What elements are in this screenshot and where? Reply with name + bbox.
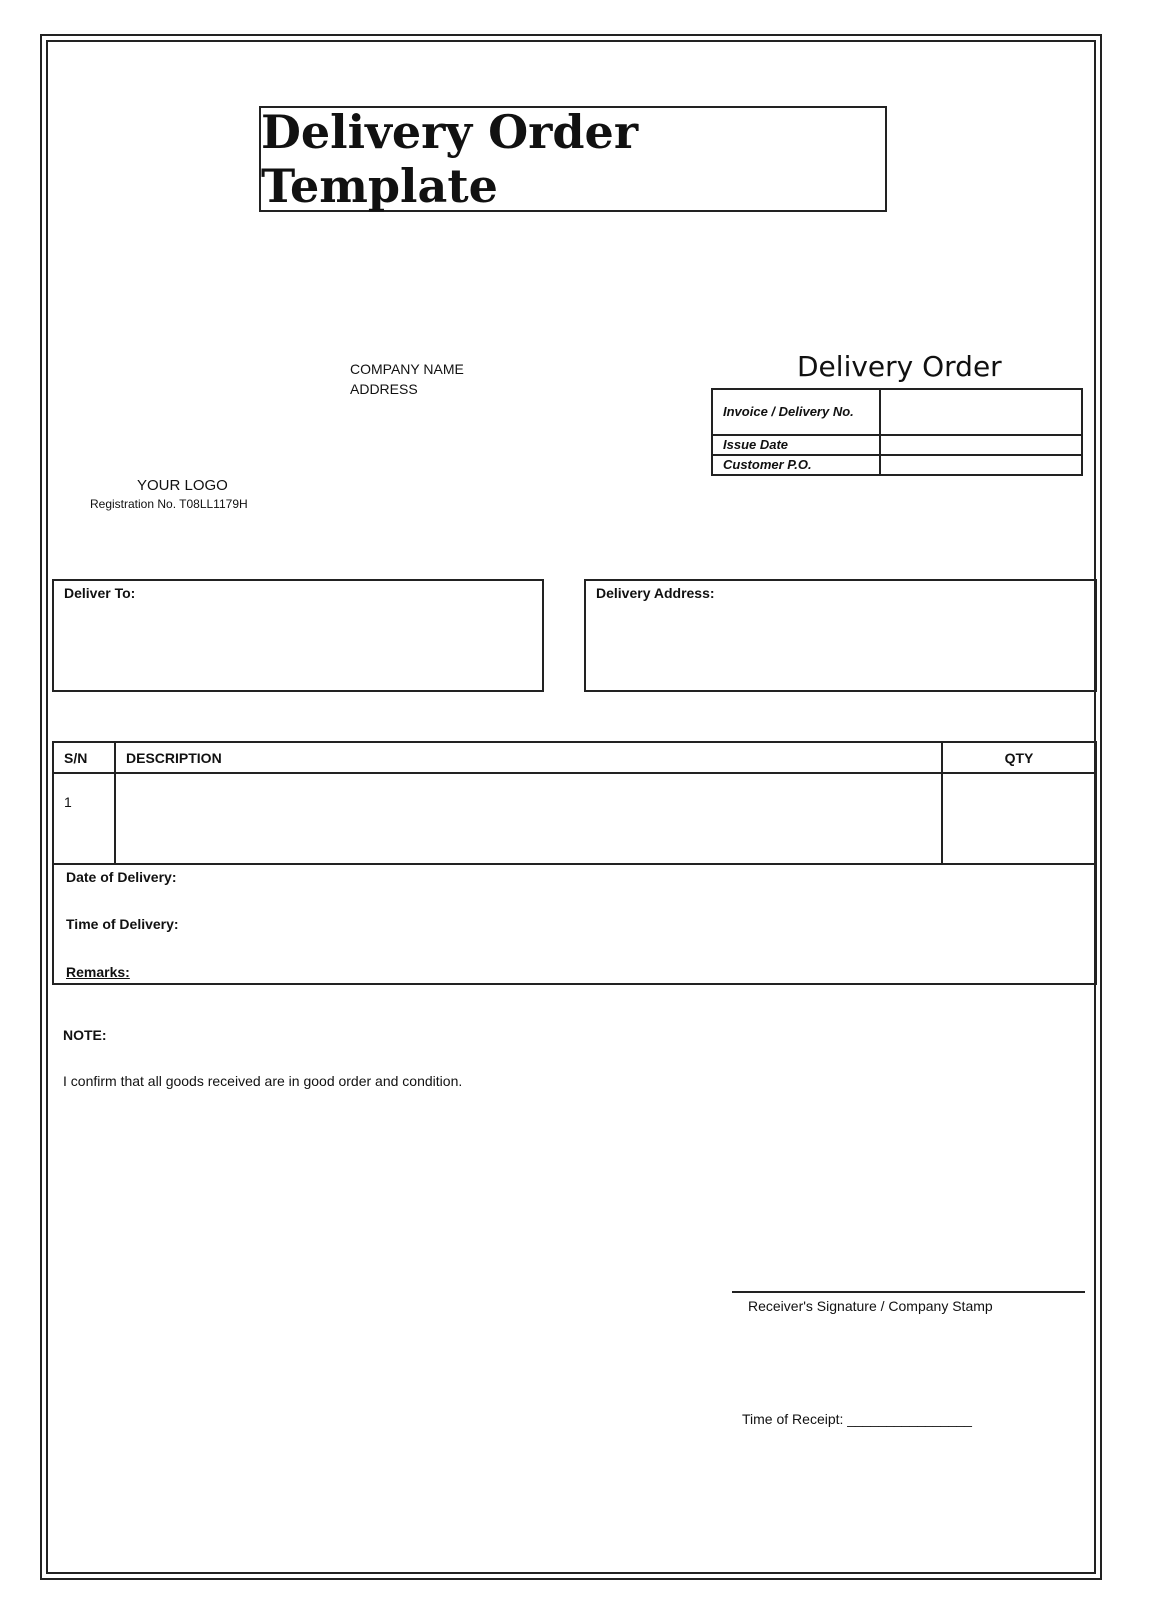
remarks-label: Remarks: (66, 964, 130, 980)
note-label: NOTE: (63, 1027, 107, 1043)
items-table (52, 741, 1097, 865)
order-value-customer-po[interactable] (880, 455, 1082, 475)
delivery-order-heading: Delivery Order (797, 350, 1002, 383)
items-header-row (53, 742, 1096, 773)
date-of-delivery-label: Date of Delivery: (66, 869, 177, 885)
signature-label: Receiver's Signature / Company Stamp (748, 1298, 993, 1314)
header-qty: QTY (942, 742, 1096, 773)
title-box (259, 106, 887, 212)
time-of-receipt-label: Time of Receipt: (742, 1411, 844, 1427)
order-label-issue-date: Issue Date (712, 435, 880, 455)
time-of-receipt (742, 1411, 972, 1427)
order-row-issue-date (712, 435, 1082, 455)
order-value-invoice[interactable] (880, 389, 1082, 435)
deliver-to-box[interactable] (52, 579, 544, 692)
signature-line[interactable] (732, 1291, 1085, 1293)
logo-placeholder: YOUR LOGO (137, 477, 228, 494)
order-row-invoice (712, 389, 1082, 435)
order-row-customer-po (712, 455, 1082, 475)
items-table-wrapper (52, 741, 1097, 865)
row-description[interactable] (115, 773, 942, 864)
order-label-customer-po: Customer P.O. (712, 455, 880, 475)
company-address: ADDRESS (350, 381, 418, 397)
order-label-invoice: Invoice / Delivery No. (712, 389, 880, 435)
delivery-address-label: Delivery Address: (596, 585, 715, 601)
company-block (350, 359, 464, 399)
confirmation-text: I confirm that all goods received are in good order and condition. (63, 1073, 463, 1089)
row-sn: 1 (53, 773, 115, 864)
order-details-table (711, 388, 1083, 476)
header-sn: S/N (53, 742, 115, 773)
registration-number: Registration No. T08LL1179H (90, 497, 248, 511)
time-of-receipt-field[interactable]: ________________ (847, 1411, 972, 1427)
header-description: DESCRIPTION (115, 742, 942, 773)
document-title: Delivery Order Template (261, 105, 639, 213)
delivery-info-box (52, 863, 1097, 985)
company-name: COMPANY NAME (350, 361, 464, 377)
order-value-issue-date[interactable] (880, 435, 1082, 455)
table-row (53, 773, 1096, 864)
time-of-delivery-label: Time of Delivery: (66, 916, 179, 932)
deliver-to-label: Deliver To: (64, 585, 136, 601)
delivery-address-box[interactable] (584, 579, 1097, 692)
row-qty[interactable] (942, 773, 1096, 864)
